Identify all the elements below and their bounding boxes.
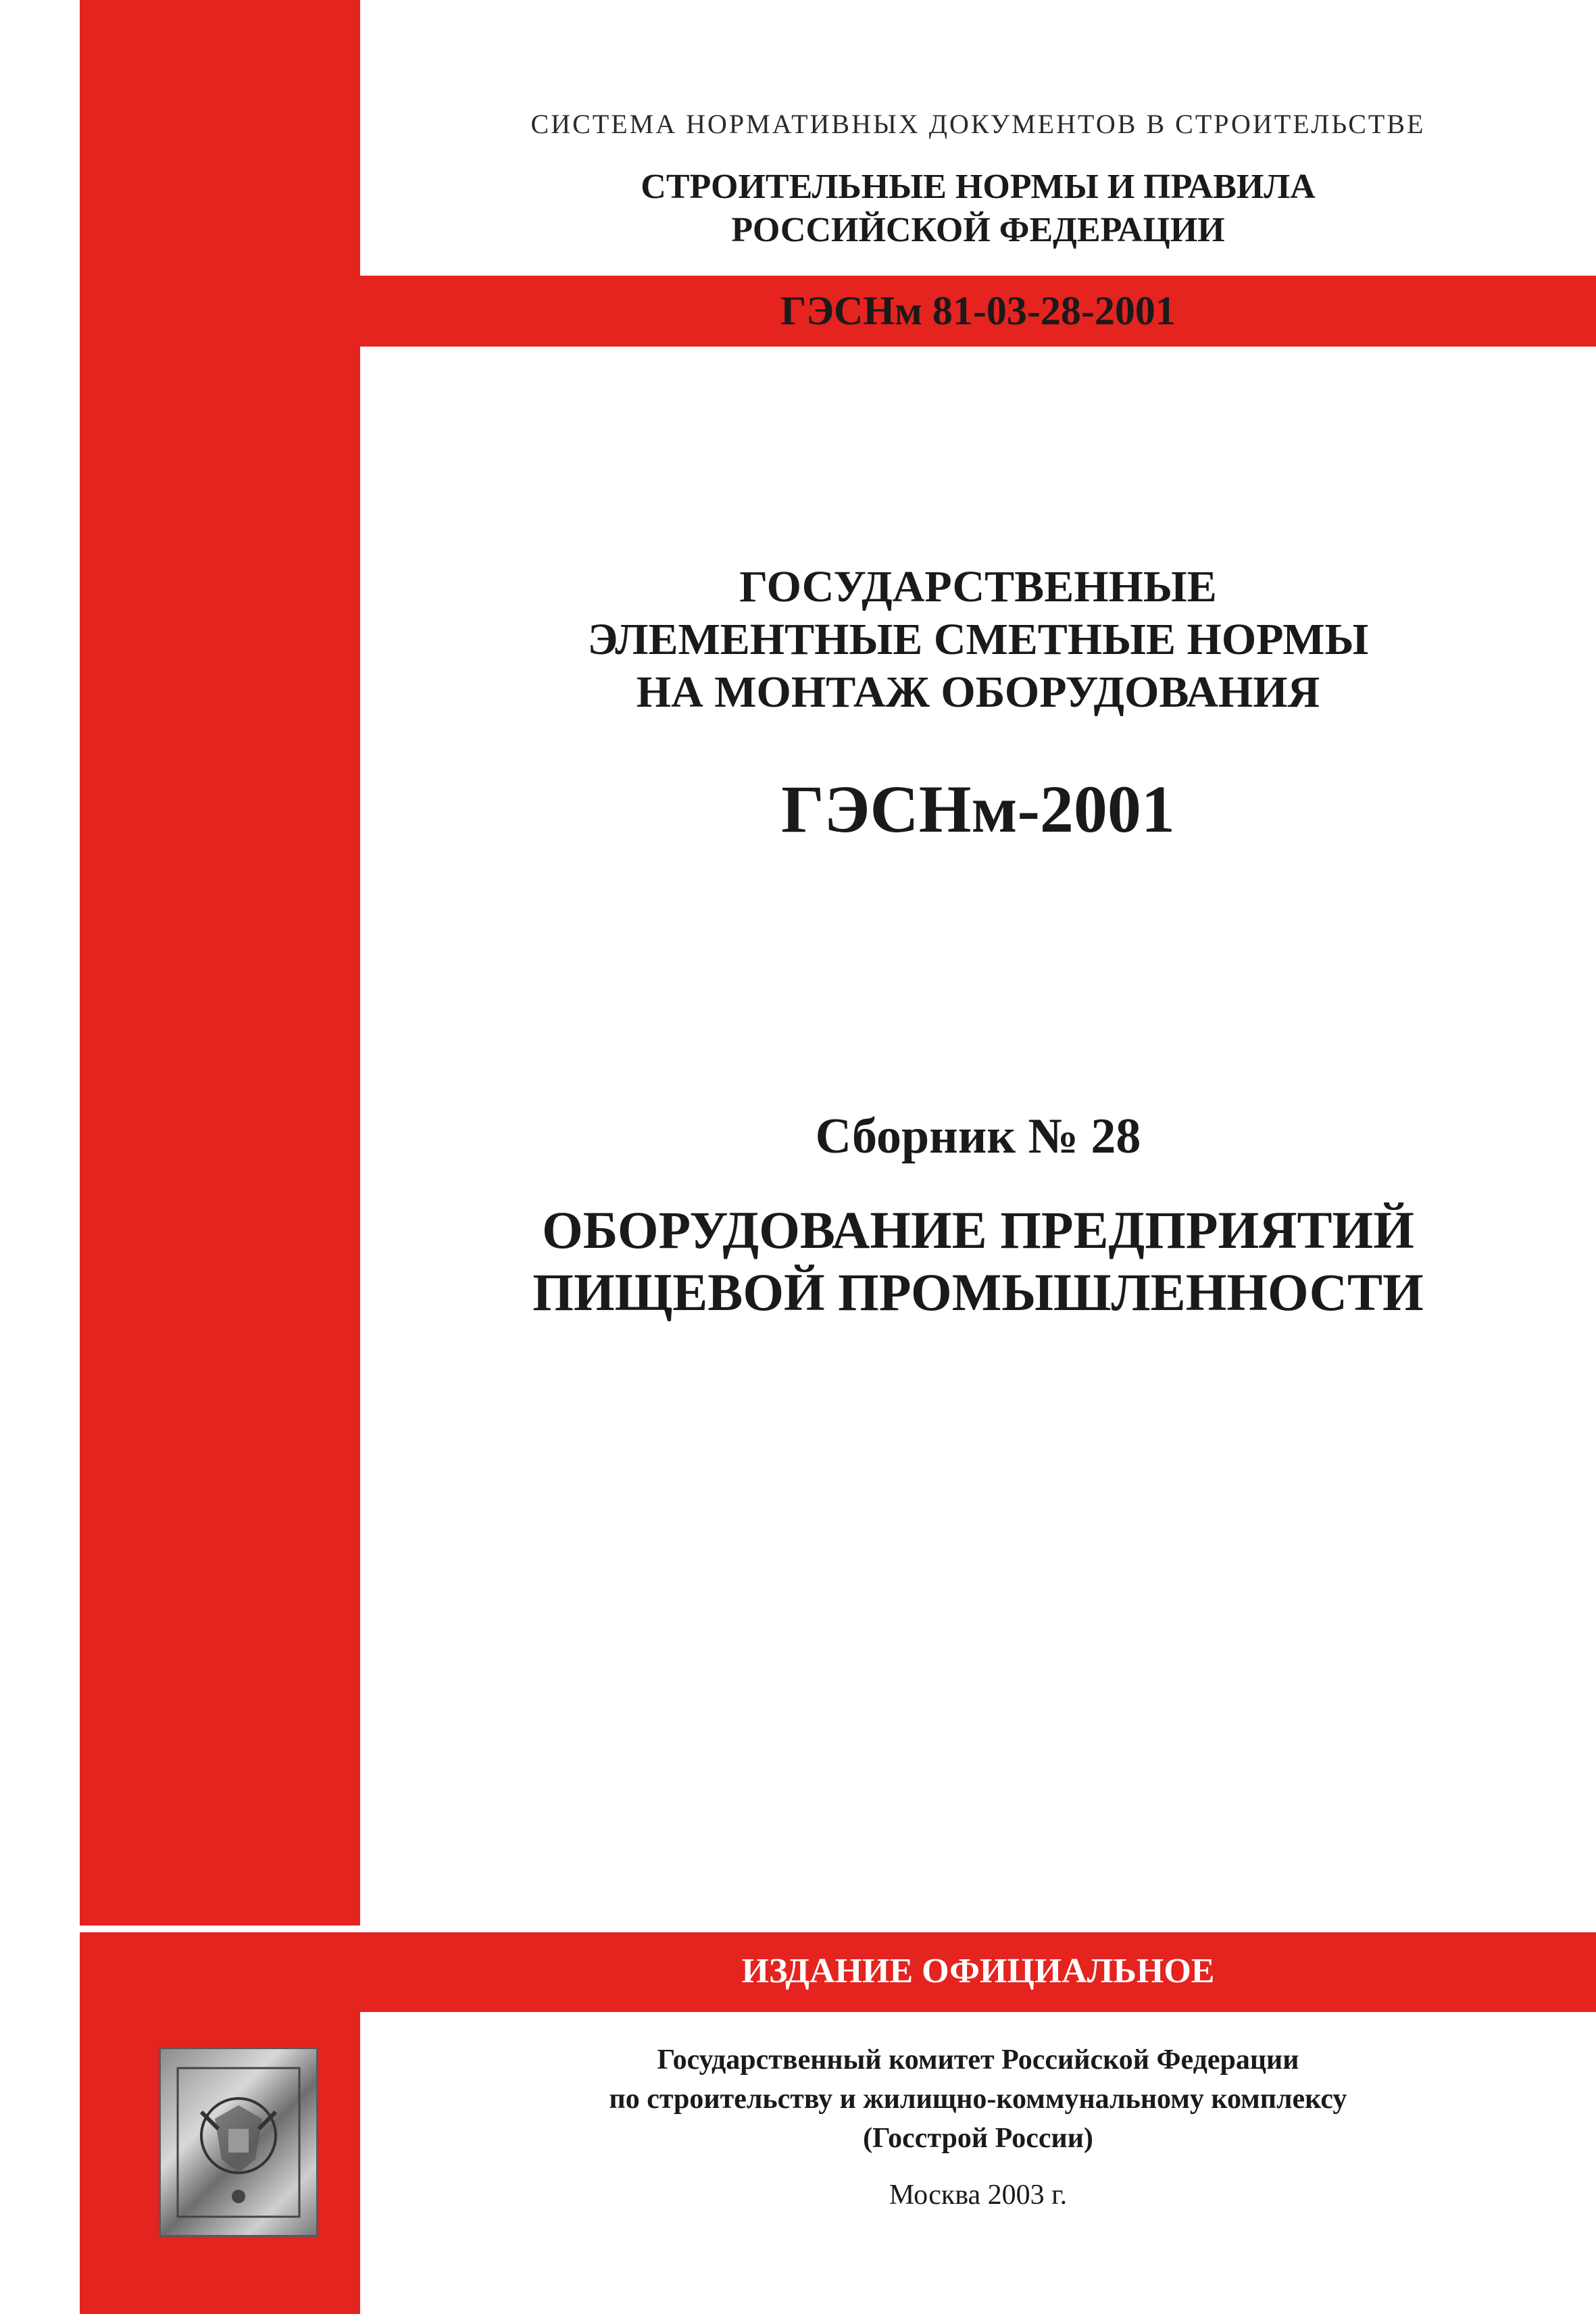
eagle-emblem-icon xyxy=(174,2065,303,2220)
snip-heading xyxy=(360,166,1596,252)
collection-number: Сборник № 28 xyxy=(815,1109,1141,1164)
collection-title-line-2: ПИЩЕВОЙ ПРОМЫШЛЕННОСТИ xyxy=(532,1263,1424,1322)
collection-title xyxy=(360,1199,1596,1324)
main-title-line-1: ГОСУДАРСТВЕННЫЕ xyxy=(739,562,1217,611)
publisher xyxy=(360,2040,1596,2158)
main-title xyxy=(360,561,1596,719)
publisher-line-1: Государственный комитет Российской Федерации xyxy=(657,2044,1299,2076)
document-code: ГЭСНм 81-03-28-2001 xyxy=(780,288,1176,333)
publisher-line-3: (Госстрой России) xyxy=(863,2123,1093,2154)
gesn-title: ГЭСНм-2001 xyxy=(781,772,1175,847)
hologram-emblem-icon xyxy=(159,2047,318,2237)
snip-line-2: РОССИЙСКОЙ ФЕДЕРАЦИИ xyxy=(731,211,1225,249)
system-line: СИСТЕМА НОРМАТИВНЫХ ДОКУМЕНТОВ В СТРОИТЕЛЬСТВЕ xyxy=(530,109,1426,139)
city-year: Москва 2003 г. xyxy=(889,2180,1068,2211)
official-edition-label: ИЗДАНИЕ ОФИЦИАЛЬНОЕ xyxy=(741,1952,1215,1990)
collection-title-line-1: ОБОРУДОВАНИЕ ПРЕДПРИЯТИЙ xyxy=(542,1201,1414,1259)
snip-line-1: СТРОИТЕЛЬНЫЕ НОРМЫ И ПРАВИЛА xyxy=(641,168,1316,206)
publisher-line-2: по строительству и жилищно-коммунальному комплексу xyxy=(609,2084,1347,2115)
main-title-line-3: НА МОНТАЖ ОБОРУДОВАНИЯ xyxy=(636,668,1320,717)
main-title-line-2: ЭЛЕМЕНТНЫЕ СМЕТНЫЕ НОРМЫ xyxy=(587,615,1369,664)
